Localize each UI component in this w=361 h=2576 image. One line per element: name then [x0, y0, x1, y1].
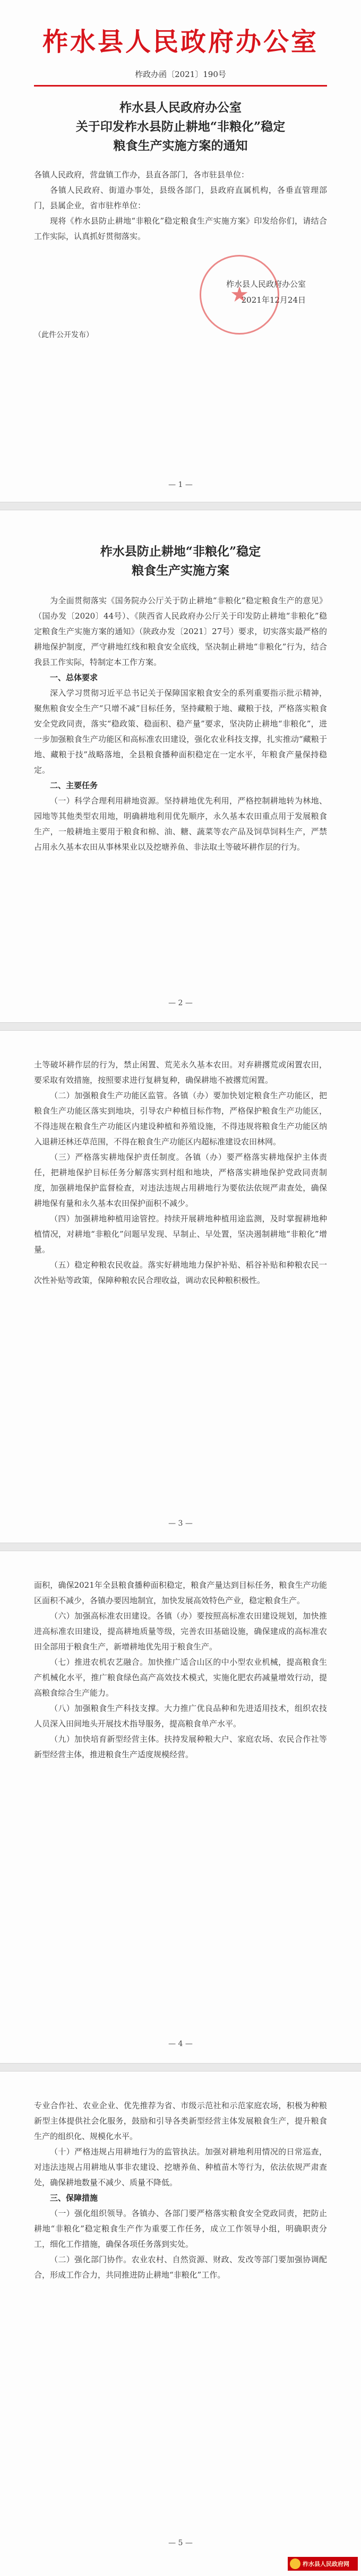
page-number-3: — 3 —	[168, 1519, 193, 1528]
site-watermark	[288, 2557, 358, 2571]
plan-title-line1: 柞水县防止耕地“非粮化”稳定	[100, 544, 261, 559]
page-number-1: — 1 —	[168, 481, 193, 489]
watermark-text: 柞水县人民政府网	[303, 2561, 349, 2568]
doc-number: 柞政办函〔2021〕190号	[135, 70, 226, 79]
measure-1: （一）强化组织领导。各镇办、各部门要严格落实粮食安全党政同责，把防止耕地“非粮化”稳定粮食生产作为重要工作任务，成立工作领导小组，明确职责分工，细化工作措施，确保各项任务落到实处。	[34, 2209, 327, 2249]
salutation: 各镇人民政府，营盘镇工作办，县直各部门，各市驻县单位：	[34, 170, 250, 179]
page-2	[0, 510, 361, 1022]
measure-2: （二）强化部门协作。农业农村、自然资源、财政、发改等部门要加强协调配合，形成工作合力，共同推进防止耕地“非粮化”工作。	[34, 2255, 327, 2280]
section-heading-2: 二、主要任务	[50, 781, 98, 790]
task-5: （五）稳定种粮农民收益。落实好耕地地力保护补贴、稻谷补贴和种粮农民一次性补贴等政策，保障种粮农民合理收益，调动农民种粮积极性。	[34, 1260, 327, 1285]
plan-intro: 为全面贯彻落实《国务院办公厅关于防止耕地“非粮化”稳定粮食生产的意见》（国办发〔2020〕44号）、《陕西省人民政府办公厅关于印发防止耕地“非粮化”稳定粮食生产实施方案的通知》（陕政办发〔2021〕27号）要求，切实落实最严格的耕地保护制度，严守耕地红线和粮食安全底线，坚决制止耕地“非粮化”行为，结合我县工作实际，特制定本工作方案。	[34, 596, 327, 667]
page-1	[0, 0, 361, 502]
site-logo-icon	[290, 2558, 300, 2569]
page4-para-1: 面积，确保2021年全县粮食播种面积稳定，粮食产量达到目标任务，粮食生产功能区面积不减少，各镇办要因地制宜，加快发展高效特色产业，稳定粮食生产。	[34, 1580, 327, 1605]
seal-star-icon: ★	[230, 283, 249, 307]
cover-para-1: 各镇人民政府、街道办事处，县级各部门，县政府直属机构，各垂直管理部门，县属企业，省市驻柞单位：	[34, 185, 327, 210]
page-divider	[0, 1022, 361, 1031]
doc-title-line2: 关于印发柞水县防止耕地“非粮化”稳定	[75, 119, 286, 134]
page3-para-1: 土等破坏耕作层的行为，禁止闲置、荒芜永久基本农田。对弃耕撂荒或闲置农田，要采取有效措施，按照要求进行复耕复种，确保耕地不被撂荒闲置。	[34, 1060, 327, 1085]
task-1: （一）科学合理利用耕地资源。坚持耕地优先利用，严格控制耕地转为林地、园地等其他类型农用地，明确耕地利用优先顺序，永久基本农田重点用于发展粮食生产，一般耕地主要用于粮食和棉、油、糖、蔬菜等农产品及饲草饲料生产，严禁占用永久基本农田从事林果业以及挖塘养鱼、非法取土等破坏耕作层的行为。	[34, 796, 327, 852]
official-seal	[200, 255, 279, 335]
cover-para-2: 现将《柞水县防止耕地“非粮化”稳定粮食生产实施方案》印发给你们，请结合工作实际，认真抓好贯彻落实。	[34, 216, 327, 241]
task-8: （八）加强粮食生产科技支撑。大力推广优良品种和先进适用技术，组织农技人员深入田间地头开展技术指导服务，提高粮食单产水平。	[34, 1704, 327, 1728]
page-number-2: — 2 —	[168, 999, 193, 1007]
sign-org: 柞水县人民政府办公室	[226, 279, 306, 289]
letterhead-title: 柞水县人民政府办公室	[42, 27, 319, 57]
task-2: （二）加强粮食生产功能区监管。各镇（办）要加快划定粮食生产功能区，把粮食生产功能区落实到地块，引导农户种植目标作物，严格保护粮食生产功能区，不得违规在粮食生产功能区内建设种植和养殖设施，不得违规将粮食生产功能区纳入退耕还林还草范围，不得在粮食生产功能区内超标准建设农田林网。	[34, 1091, 327, 1146]
task-9: （九）加快培育新型经营主体。扶持发展种粮大户、家庭农场、农民合作社等新型经营主体，推进粮食生产适度规模经营。	[34, 1734, 327, 1759]
task-10: （十）严格违规占用耕地行为的监管执法。加强对耕地利用情况的日常巡查，对违法违规占用耕地从事非农建设、挖塘养鱼、种植苗木等行为，依法依规严肃查处，确保耕地数量不减少、质量不降低。	[34, 2147, 327, 2187]
page-divider	[0, 1543, 361, 1551]
section-1-text: 深入学习贯彻习近平总书记关于保障国家粮食安全的系列重要指示批示精神，聚焦粮食安全生产“只增不减”目标任务，坚持藏粮于地、藏粮于技，严格落实粮食安全党政同责，落实“稳政策、稳面积、稳产量”要求，坚决防止耕地“非粮化”，进一步加强粮食生产功能区和高标准农田建设，强化农业科技支撑，扎实推动“藏粮于地、藏粮于技”战略落地，全县粮食播种面积稳定在一定水平，年粮食产量保持稳定。	[34, 688, 327, 775]
publish-note: （此件公开发布）	[34, 331, 93, 339]
page-5	[0, 2072, 361, 2576]
task-6: （六）加强高标准农田建设。各镇（办）要按照高标准农田建设规划，加快推进高标准农田建设，提高耕地质量等级，完善农田基础设施，确保建成的高标准农田全部用于粮食生产，新增耕地优先用于粮食生产。	[34, 1611, 327, 1651]
task-7: （七）推进农机农艺融合。加快推广适合山区的中小型农业机械，提高粮食生产机械化水平，推广粮食绿色高产高效技术模式，实施化肥农药减量增效行动，提高粮食综合生产能力。	[34, 1657, 327, 1698]
page-number-4: — 4 —	[168, 2040, 193, 2048]
sign-date: 2021年12月24日	[241, 295, 306, 305]
page-divider	[0, 502, 361, 510]
page5-para-1: 专业合作社、农业企业、优先推荐为省、市级示范社和示范家庭农场，积极为种粮新型主体提供社会化服务，鼓励和引导各类新型经营主体发展粮食生产，提升粮食生产的组织化、规模化水平。	[34, 2101, 327, 2141]
page-number-5: — 5 —	[168, 2539, 193, 2547]
page-divider	[0, 2063, 361, 2072]
red-rule	[34, 85, 327, 87]
task-4: （四）加强耕地种植用途管控。持续开展耕地种植用途监测，及时掌握耕地种植情况，对耕地“非粮化”问题早发现、早制止、早处置，坚决遏制耕地“非粮化”增量。	[34, 1214, 327, 1254]
doc-title-line3: 粮食生产实施方案的通知	[113, 139, 248, 153]
page-3	[0, 1031, 361, 1543]
doc-title-line1: 柞水县人民政府办公室	[119, 100, 242, 115]
section-heading-3: 三、保障措施	[50, 2193, 98, 2203]
section-heading-1: 一、总体要求	[50, 673, 98, 682]
plan-title-line2: 粮食生产实施方案	[132, 563, 229, 578]
page-4	[0, 1551, 361, 2063]
task-3: （三）严格落实耕地保护责任制度。各镇（办）要严格落实耕地保护主体责任，把耕地保护目标任务分解落实到村组和地块，严格落实耕地保护党政同责制度，加强耕地保护监督检查，对违法违规占用耕地行为要依法依规严肃查处，确保耕地保有量和永久基本农田保护面积不减少。	[34, 1152, 327, 1208]
